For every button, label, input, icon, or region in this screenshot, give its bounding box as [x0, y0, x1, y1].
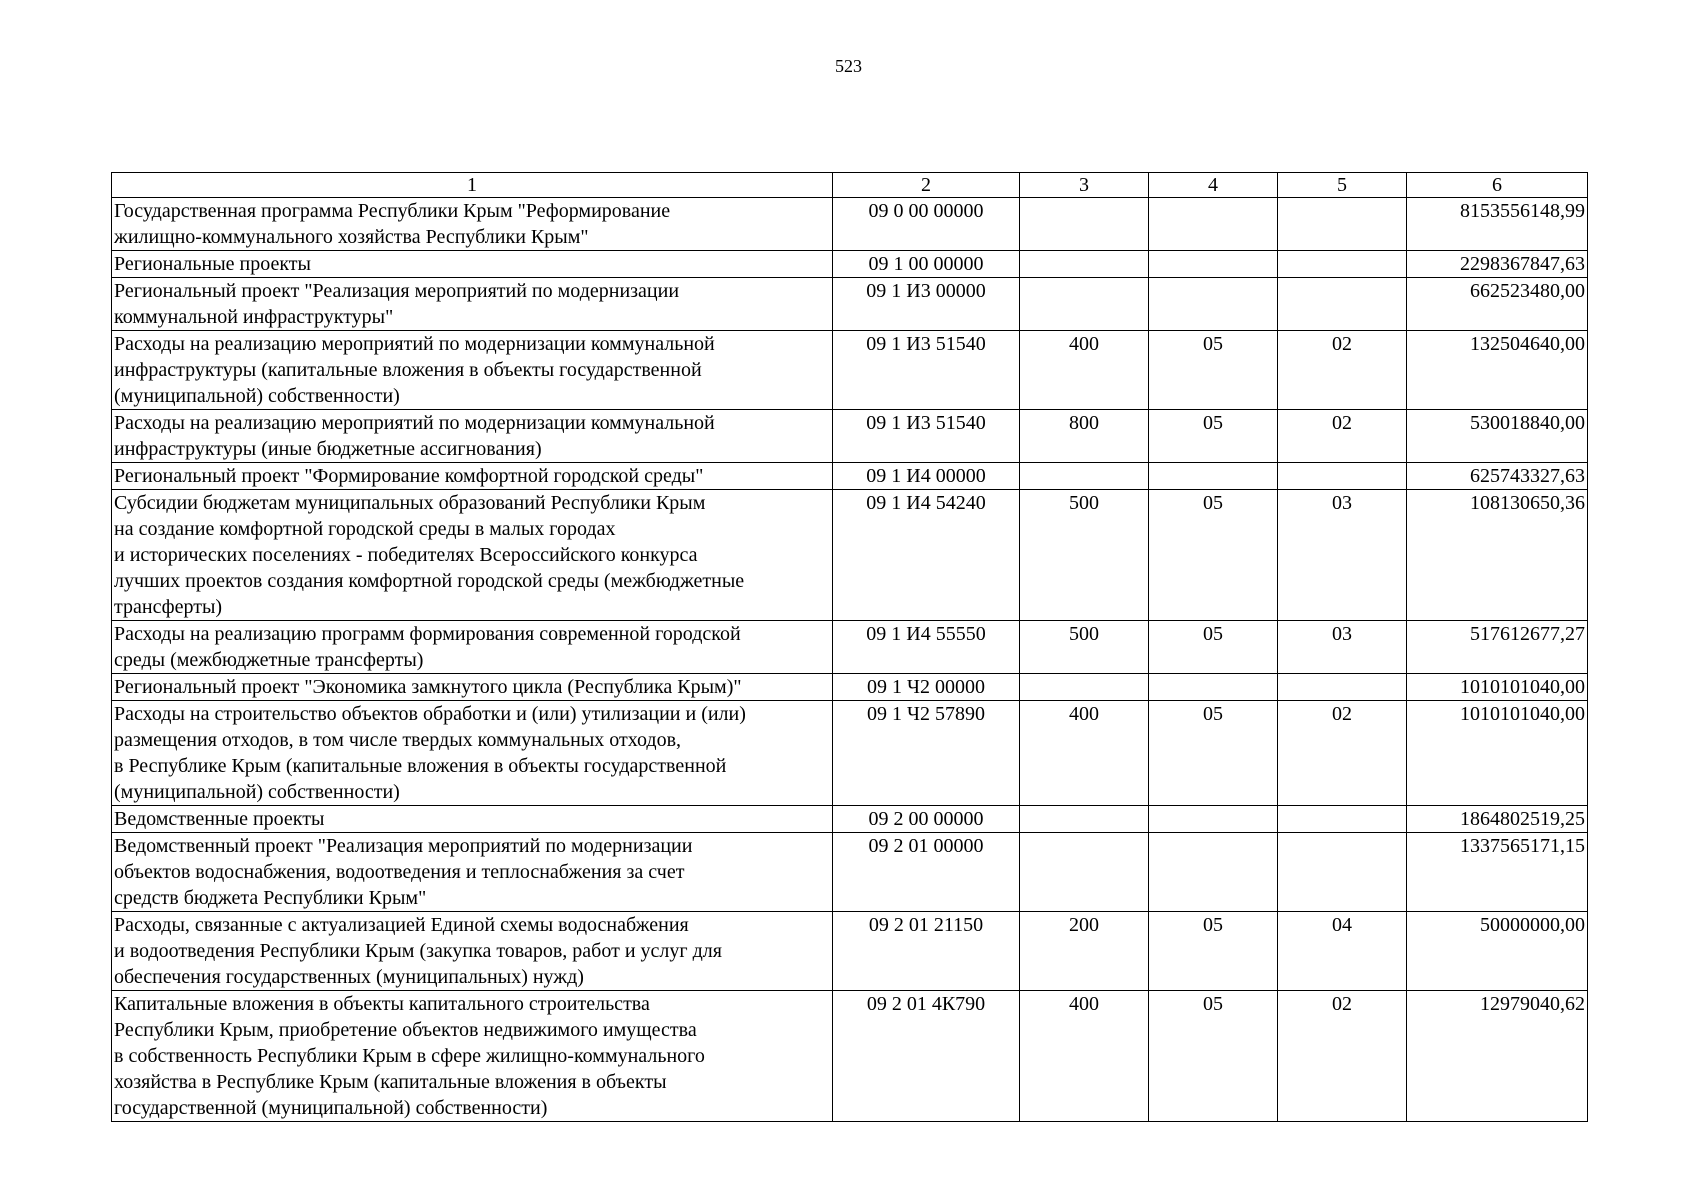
table-row	[112, 621, 1588, 674]
row-amount-cell: 1337565171,15	[1407, 833, 1588, 912]
row-section-cell	[1149, 278, 1278, 331]
row-name-cell: Ведомственный проект "Реализация мероприятий по модернизации объектов водоснабжения, водоотведения и теплоснабжения за счет средств бюджета Республики Крым"	[112, 833, 833, 912]
row-amount-cell: 1010101040,00	[1407, 674, 1588, 701]
table-header-row	[112, 173, 1588, 198]
row-code-cell: 09 1 И3 51540	[833, 410, 1020, 463]
table-row	[112, 912, 1588, 991]
row-expense-type-cell: 400	[1020, 701, 1149, 806]
row-subsection-cell: 02	[1278, 410, 1407, 463]
row-section-cell: 05	[1149, 701, 1278, 806]
table-row	[112, 251, 1588, 278]
row-amount-cell: 108130650,36	[1407, 490, 1588, 621]
row-subsection-cell	[1278, 806, 1407, 833]
row-expense-type-cell: 400	[1020, 991, 1149, 1122]
table-row	[112, 991, 1588, 1122]
row-section-cell	[1149, 674, 1278, 701]
row-name-cell: Государственная программа Республики Крым "Реформирование жилищно-коммунального хозяйства Республики Крым"	[112, 198, 833, 251]
column-header: 3	[1020, 173, 1149, 198]
row-expense-type-cell: 500	[1020, 621, 1149, 674]
row-code-cell: 09 1 И3 00000	[833, 278, 1020, 331]
row-name-cell: Региональный проект "Реализация мероприятий по модернизации коммунальной инфраструктуры"	[112, 278, 833, 331]
row-subsection-cell	[1278, 463, 1407, 490]
row-amount-cell: 517612677,27	[1407, 621, 1588, 674]
row-expense-type-cell: 500	[1020, 490, 1149, 621]
row-section-cell: 05	[1149, 912, 1278, 991]
row-expense-type-cell	[1020, 278, 1149, 331]
row-section-cell: 05	[1149, 410, 1278, 463]
row-name-cell: Расходы на строительство объектов обработки и (или) утилизации и (или) размещения отходов, в том числе твердых коммунальных отходов, в Республике Крым (капитальные вложения в объекты государственной (муниципальной) собственности)	[112, 701, 833, 806]
row-expense-type-cell	[1020, 463, 1149, 490]
row-code-cell: 09 1 Ч2 57890	[833, 701, 1020, 806]
table-row	[112, 701, 1588, 806]
row-section-cell: 05	[1149, 331, 1278, 410]
row-code-cell: 09 1 И4 00000	[833, 463, 1020, 490]
row-name-cell: Расходы, связанные с актуализацией Единой схемы водоснабжения и водоотведения Республики Крым (закупка товаров, работ и услуг для обеспечения государственных (муниципальных) нужд)	[112, 912, 833, 991]
table-row	[112, 410, 1588, 463]
row-expense-type-cell	[1020, 198, 1149, 251]
row-subsection-cell: 04	[1278, 912, 1407, 991]
row-amount-cell: 2298367847,63	[1407, 251, 1588, 278]
row-subsection-cell	[1278, 674, 1407, 701]
table-row	[112, 490, 1588, 621]
row-name-cell: Региональные проекты	[112, 251, 833, 278]
row-code-cell: 09 2 01 21150	[833, 912, 1020, 991]
row-amount-cell: 12979040,62	[1407, 991, 1588, 1122]
row-amount-cell: 625743327,63	[1407, 463, 1588, 490]
row-code-cell: 09 2 00 00000	[833, 806, 1020, 833]
column-header: 5	[1278, 173, 1407, 198]
row-code-cell: 09 2 01 00000	[833, 833, 1020, 912]
row-section-cell	[1149, 198, 1278, 251]
page-number: 523	[835, 56, 862, 76]
row-section-cell: 05	[1149, 490, 1278, 621]
row-amount-cell: 132504640,00	[1407, 331, 1588, 410]
row-name-cell: Капитальные вложения в объекты капитального строительства Республики Крым, приобретение объектов недвижимого имущества в собственность Республики Крым в сфере жилищно-коммунального хозяйства в Республике Крым (капитальные вложения в объекты государственной (муниципальной) собственности)	[112, 991, 833, 1122]
table-body	[112, 198, 1588, 1122]
row-code-cell: 09 1 00 00000	[833, 251, 1020, 278]
row-code-cell: 09 1 Ч2 00000	[833, 674, 1020, 701]
table-row	[112, 278, 1588, 331]
row-subsection-cell: 02	[1278, 701, 1407, 806]
row-subsection-cell: 03	[1278, 621, 1407, 674]
row-section-cell: 05	[1149, 991, 1278, 1122]
row-expense-type-cell: 400	[1020, 331, 1149, 410]
row-name-cell: Расходы на реализацию программ формирования современной городской среды (межбюджетные трансферты)	[112, 621, 833, 674]
row-code-cell: 09 2 01 4К790	[833, 991, 1020, 1122]
table-row	[112, 463, 1588, 490]
row-code-cell: 09 1 И4 55550	[833, 621, 1020, 674]
row-expense-type-cell	[1020, 674, 1149, 701]
row-subsection-cell: 02	[1278, 991, 1407, 1122]
row-section-cell	[1149, 251, 1278, 278]
row-amount-cell: 8153556148,99	[1407, 198, 1588, 251]
row-subsection-cell: 02	[1278, 331, 1407, 410]
row-amount-cell: 1864802519,25	[1407, 806, 1588, 833]
row-expense-type-cell: 800	[1020, 410, 1149, 463]
row-code-cell: 09 1 И3 51540	[833, 331, 1020, 410]
row-name-cell: Субсидии бюджетам муниципальных образований Республики Крым на создание комфортной городской среды в малых городах и исторических поселениях - победителях Всероссийского конкурса лучших проектов создания комфортной городской среды (межбюджетные трансферты)	[112, 490, 833, 621]
row-section-cell: 05	[1149, 621, 1278, 674]
row-subsection-cell	[1278, 278, 1407, 331]
row-amount-cell: 662523480,00	[1407, 278, 1588, 331]
row-section-cell	[1149, 806, 1278, 833]
row-amount-cell: 1010101040,00	[1407, 701, 1588, 806]
row-section-cell	[1149, 463, 1278, 490]
row-subsection-cell	[1278, 833, 1407, 912]
row-subsection-cell	[1278, 198, 1407, 251]
row-subsection-cell	[1278, 251, 1407, 278]
table-row	[112, 806, 1588, 833]
row-subsection-cell: 03	[1278, 490, 1407, 621]
table-row	[112, 833, 1588, 912]
column-header: 6	[1407, 173, 1588, 198]
row-amount-cell: 530018840,00	[1407, 410, 1588, 463]
row-name-cell: Расходы на реализацию мероприятий по модернизации коммунальной инфраструктуры (иные бюджетные ассигнования)	[112, 410, 833, 463]
row-expense-type-cell: 200	[1020, 912, 1149, 991]
table-row	[112, 331, 1588, 410]
column-header: 1	[112, 173, 833, 198]
row-code-cell: 09 1 И4 54240	[833, 490, 1020, 621]
budget-table	[111, 172, 1588, 1122]
row-expense-type-cell	[1020, 833, 1149, 912]
column-header: 2	[833, 173, 1020, 198]
row-name-cell: Региональный проект "Экономика замкнутого цикла (Республика Крым)"	[112, 674, 833, 701]
row-section-cell	[1149, 833, 1278, 912]
row-code-cell: 09 0 00 00000	[833, 198, 1020, 251]
row-expense-type-cell	[1020, 806, 1149, 833]
column-header: 4	[1149, 173, 1278, 198]
row-name-cell: Региональный проект "Формирование комфортной городской среды"	[112, 463, 833, 490]
row-name-cell: Ведомственные проекты	[112, 806, 833, 833]
row-amount-cell: 50000000,00	[1407, 912, 1588, 991]
row-name-cell: Расходы на реализацию мероприятий по модернизации коммунальной инфраструктуры (капитальные вложения в объекты государственной (муниципальной) собственности)	[112, 331, 833, 410]
table-row	[112, 674, 1588, 701]
row-expense-type-cell	[1020, 251, 1149, 278]
table-row	[112, 198, 1588, 251]
